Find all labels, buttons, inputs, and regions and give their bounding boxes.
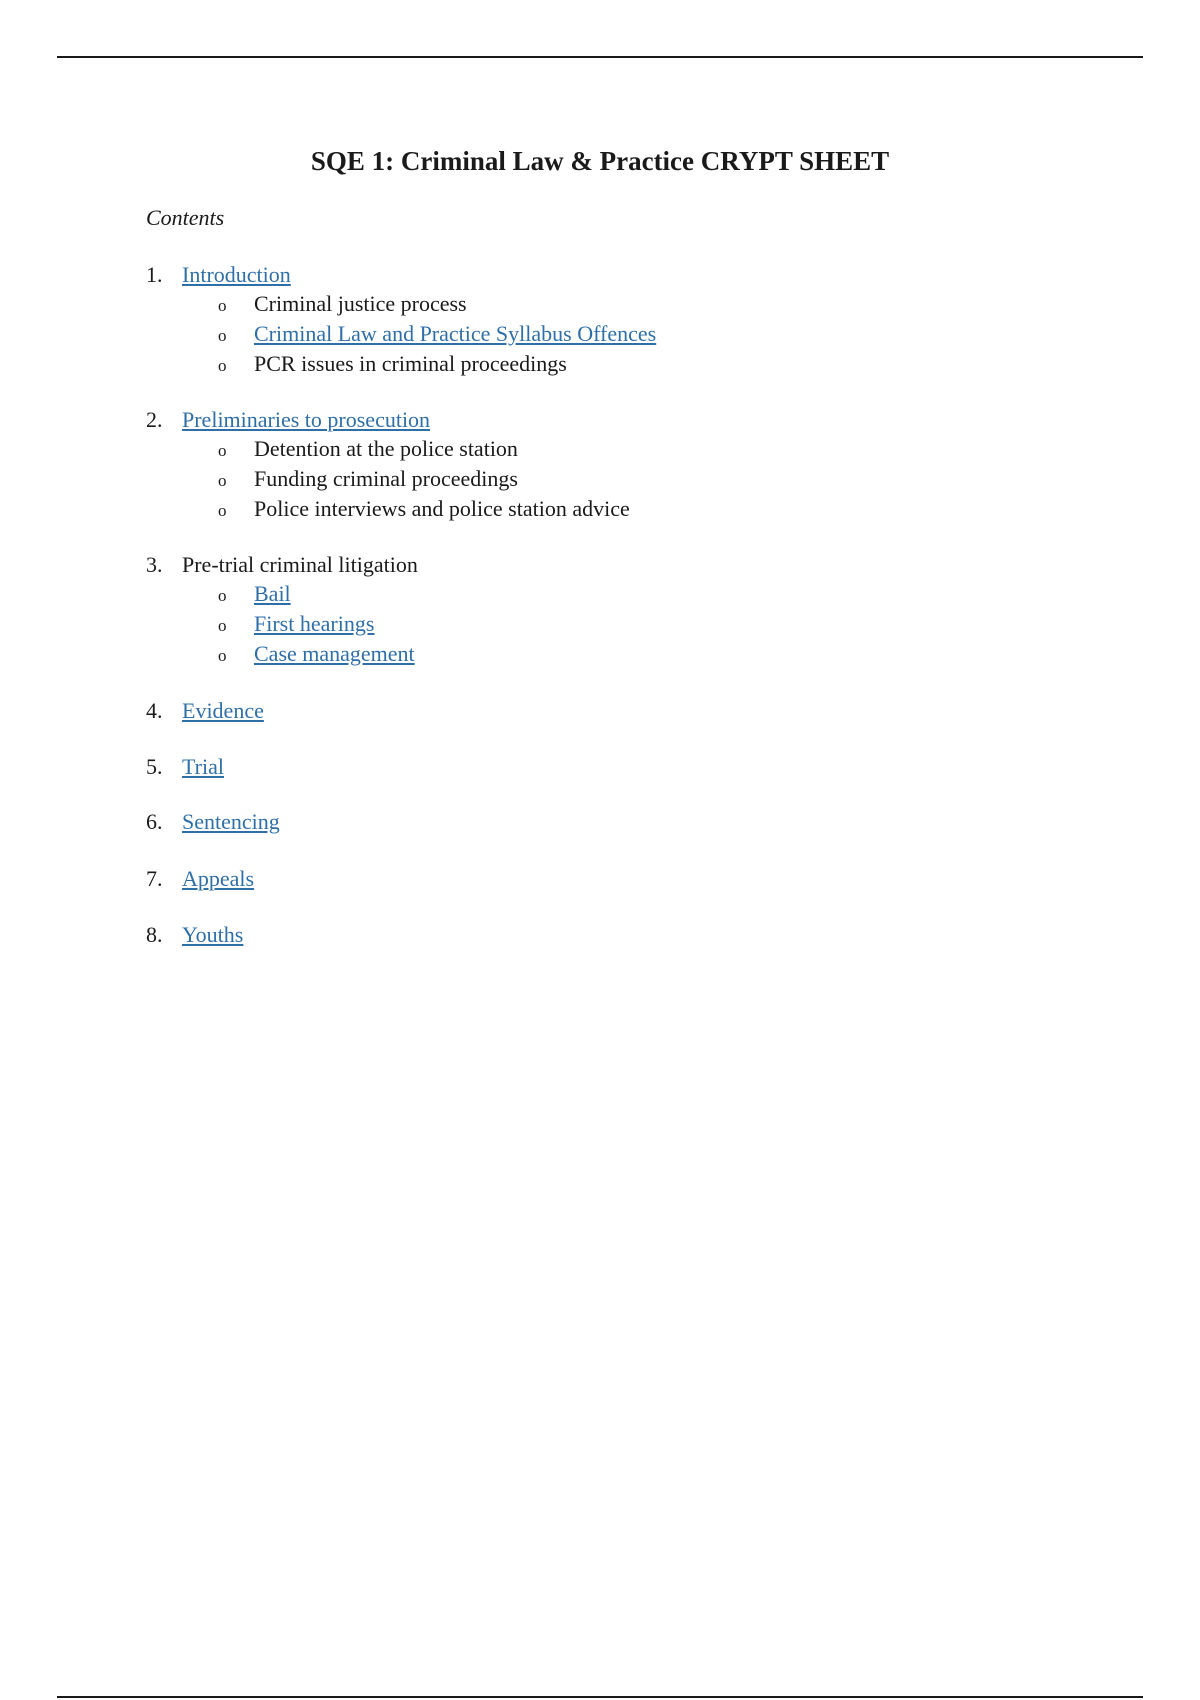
toc-subitem-police-interviews <box>218 496 630 524</box>
toc-subitem-syllabus-offences <box>218 321 656 349</box>
toc-subitem-label: Criminal justice process <box>254 291 467 316</box>
toc-link-first-hearings[interactable]: First hearings <box>254 611 375 636</box>
toc-number: 5. <box>146 754 163 779</box>
toc-item-appeals <box>146 866 254 892</box>
bullet-icon: o <box>218 326 227 345</box>
bullet-icon: o <box>218 586 227 605</box>
bottom-rule <box>57 1696 1143 1698</box>
toc-link-introduction[interactable]: Introduction <box>182 262 291 287</box>
toc-number: 3. <box>146 552 163 577</box>
toc-item-pre-trial <box>146 552 418 578</box>
toc-number: 1. <box>146 262 163 287</box>
document-title: SQE 1: Criminal Law & Practice CRYPT SHEET <box>310 146 890 176</box>
toc-subitem-funding <box>218 466 518 494</box>
toc-link-sentencing[interactable]: Sentencing <box>182 809 280 834</box>
toc-number: 7. <box>146 866 163 891</box>
toc-link-youths[interactable]: Youths <box>182 922 244 947</box>
bullet-icon: o <box>218 646 227 665</box>
toc-number: 4. <box>146 698 163 723</box>
toc-item-evidence <box>146 698 264 724</box>
bullet-icon: o <box>218 296 227 315</box>
bullet-icon: o <box>218 471 227 490</box>
toc-item-preliminaries <box>146 407 430 433</box>
toc-link-evidence[interactable]: Evidence <box>182 698 264 723</box>
toc-subitem-label: Police interviews and police station advice <box>254 496 630 521</box>
toc-link-case-management[interactable]: Case management <box>254 641 415 666</box>
toc-subitem-pcr-issues <box>218 351 567 379</box>
toc-subitem-case-management <box>218 641 415 669</box>
toc-item-trial <box>146 754 224 780</box>
toc-item-introduction <box>146 262 291 288</box>
toc-subitem-first-hearings <box>218 611 374 639</box>
toc-title-pre-trial: Pre-trial criminal litigation <box>182 552 418 577</box>
toc-number: 8. <box>146 922 163 947</box>
toc-subitem-label: PCR issues in criminal proceedings <box>254 351 567 376</box>
toc-link-preliminaries[interactable]: Preliminaries to prosecution <box>182 407 431 432</box>
toc-subitem-label: Funding criminal proceedings <box>254 466 518 491</box>
toc-subitem-label: Detention at the police station <box>254 436 518 461</box>
toc-item-youths <box>146 922 243 948</box>
toc-link-syllabus-offences[interactable]: Criminal Law and Practice Syllabus Offences <box>254 321 657 346</box>
bullet-icon: o <box>218 616 227 635</box>
top-rule <box>57 56 1143 58</box>
contents-heading: Contents <box>146 205 225 230</box>
toc-item-sentencing <box>146 809 280 835</box>
toc-subitem-criminal-justice-process <box>218 291 467 319</box>
toc-subitem-bail <box>218 581 291 609</box>
toc-subitem-detention <box>218 436 518 464</box>
toc-link-appeals[interactable]: Appeals <box>182 866 255 891</box>
bullet-icon: o <box>218 501 227 520</box>
bullet-icon: o <box>218 356 227 375</box>
bullet-icon: o <box>218 441 227 460</box>
toc-number: 2. <box>146 407 163 432</box>
toc-number: 6. <box>146 809 163 834</box>
toc-link-bail[interactable]: Bail <box>254 581 291 606</box>
toc-link-trial[interactable]: Trial <box>182 754 224 779</box>
